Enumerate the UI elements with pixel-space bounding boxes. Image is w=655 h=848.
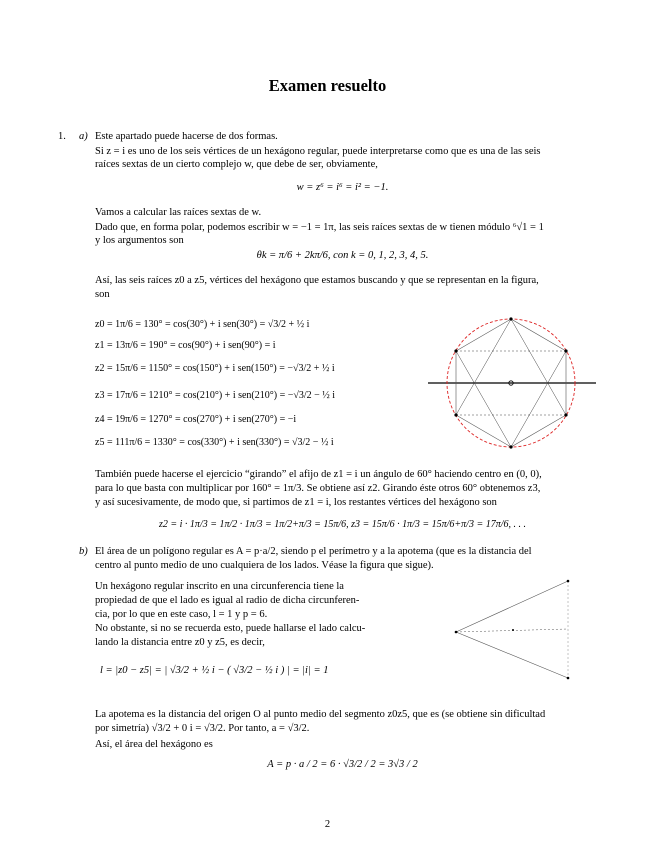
root-z1: z1 = 13π/6 = 190° = cos(90°) + i sen(90°) = i [95, 340, 276, 351]
part-a-p5-line3: y así sucesivamente, de modo que, si partimos de z1 = i, los restantes vértices del hexágono son [95, 497, 497, 508]
part-a-p4-line1: Así, las seis raíces z0 a z5, vértices del hexágono que estamos buscando y que se representan en la figura, [95, 275, 539, 286]
part-b-p2-line1: Un hexágono regular inscrito en una circunferencia tiene la [95, 581, 344, 592]
radius-z0 [456, 581, 568, 632]
equation-side-length: l = |z0 − z5| = | √3/2 + ½ i − ( √3/2 − ½ i ) | = |i| = 1 [100, 665, 329, 676]
part-b-p1-line2: centro al punto medio de uno cualquiera de los lados. Véase la figura que sigue). [95, 560, 434, 571]
root-z0: z0 = 1π/6 = 130° = cos(30°) + i sen(30°) = √3/2 + ½ i [95, 319, 310, 330]
part-a-p3-line1: Dado que, en forma polar, podemos escribir w = −1 = 1π, las seis raíces sextas de w tienen módulo ⁶√1 = 1 [95, 222, 544, 233]
root-z3: z3 = 17π/6 = 1210° = cos(210°) + i sen(210°) = −√3/2 − ½ i [95, 390, 336, 401]
apothem-figure [448, 574, 583, 684]
part-b-p3-line2: por simetría) √3/2 + 0 i = √3/2. Por tanto, a = √3/2. [95, 723, 310, 734]
part-b-p2-line3: cia, por lo que en este caso, l = 1 y p = 6. [95, 609, 268, 620]
page-number: 2 [324, 819, 331, 830]
part-b-p2-line4: No obstante, si no se recuerda esto, puede hallarse el lado calcu- [95, 623, 366, 634]
root-z4: z4 = 19π/6 = 1270° = cos(270°) + i sen(270°) = −i [95, 414, 297, 425]
part-a-intro: Este apartado puede hacerse de dos formas. [95, 131, 278, 142]
equation-w: w = z⁶ = i⁶ = i² = −1. [296, 182, 389, 193]
part-b-p2-line2: propiedad de que el lado es igual al radio de dicha circunferen- [95, 595, 360, 606]
part-b-p3-line1: La apotema es la distancia del origen O al punto medio del segmento z0z5, que es (se obtiene sin dificultad [95, 709, 546, 720]
part-a-p1-line1: Si z = i es uno de los seis vértices de un hexágono regular, puede interpretarse como que es una de las seis [95, 146, 541, 157]
hexagon-figure [438, 308, 598, 458]
apothem-line [456, 629, 568, 632]
part-b-p1-line1: El área de un polígono regular es A = p·a/2, siendo p el perímetro y a la apotema (que es la distancia del [95, 546, 532, 557]
part-a-label: a) [79, 131, 88, 142]
item-number: 1. [58, 131, 66, 142]
part-a-p5-line2: para lo que basta con multiplicar por 160° = 1π/3. Se obtiene así z2. Girando éste otros 60° obtenemos z3, [95, 483, 541, 494]
equation-rotation: z2 = i · 1π/3 = 1π/2 · 1π/3 = 1π/2+π/3 = 15π/6, z3 = 15π/6 · 1π/3 = 15π/6+π/3 = 17π/6, . . . [159, 519, 526, 530]
part-a-p2: Vamos a calcular las raíces sextas de w. [95, 207, 262, 218]
page-title: Examen resuelto [268, 76, 387, 95]
part-b-label: b) [79, 546, 88, 557]
part-a-p5-line1: También puede hacerse el ejercicio “girando” el afijo de z1 = i un ángulo de 60° haciendo centro en (0, 0), [95, 469, 542, 480]
equation-area: A = p · a / 2 = 6 · √3/2 / 2 = 3√3 / 2 [267, 759, 418, 770]
part-b-p3-line3: Así, el área del hexágono es [95, 739, 213, 750]
root-z2: z2 = 15π/6 = 1150° = cos(150°) + i sen(150°) = −√3/2 + ½ i [95, 363, 335, 374]
part-b-p2-line5: lando la distancia entre z0 y z5, es decir, [95, 637, 265, 648]
equation-theta: θk = π/6 + 2kπ/6, con k = 0, 1, 2, 3, 4, 5. [256, 250, 429, 261]
part-a-p4-line2: son [95, 289, 110, 300]
part-a-p1-line2: raíces sextas de un cierto complejo w, que debe de ser, obviamente, [95, 159, 378, 170]
root-z5: z5 = 111π/6 = 1330° = cos(330°) + i sen(330°) = √3/2 − ½ i [95, 437, 334, 448]
part-a-p3-line2: y los argumentos son [95, 235, 184, 246]
radius-z5 [456, 632, 568, 678]
